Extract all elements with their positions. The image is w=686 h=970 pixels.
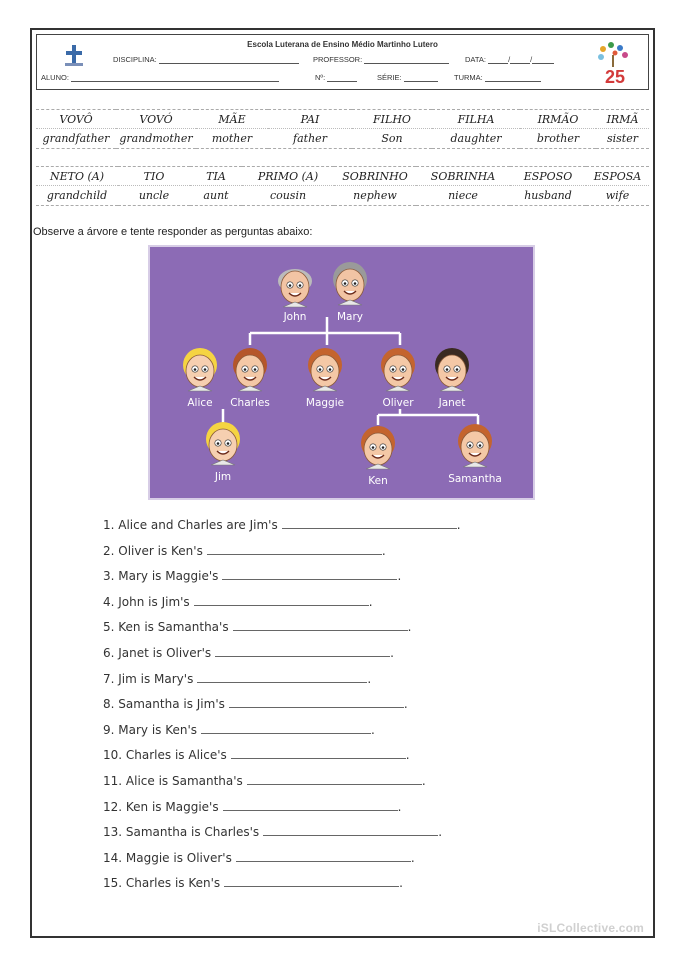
vocabulary-row-2 [36, 166, 649, 206]
worksheet-header [36, 34, 649, 90]
question-item [103, 695, 408, 711]
question-period: . [407, 620, 412, 635]
tree-label-mary: Mary [336, 311, 364, 323]
question-item [103, 746, 410, 762]
question-text: 11. Alice is Samantha's [103, 774, 243, 788]
aluno-field[interactable] [71, 73, 279, 82]
answer-blank[interactable] [201, 721, 371, 734]
vocab-portuguese: IRMÃO [537, 113, 579, 126]
serie-label: SÉRIE: [377, 73, 402, 82]
question-period: . [405, 748, 410, 763]
face-janet [435, 348, 469, 391]
vocab-english: uncle [138, 189, 170, 202]
answer-blank[interactable] [194, 593, 369, 606]
face-jim [206, 422, 240, 465]
question-period: . [397, 569, 402, 584]
numero-label: Nº: [315, 73, 326, 82]
question-period: . [421, 774, 426, 788]
question-text: 2. Oliver is Ken's [103, 543, 203, 558]
date-year-field[interactable] [532, 55, 554, 64]
question-period: . [399, 876, 403, 891]
vocab-english: husband [524, 189, 572, 202]
question-text: 15. Charles is Ken's [103, 876, 221, 891]
question-period: . [456, 518, 461, 532]
face-ken [361, 426, 395, 469]
vocab-cell [116, 109, 196, 149]
question-item [103, 798, 401, 814]
date-separator: / [530, 55, 533, 64]
answer-blank[interactable] [197, 670, 367, 683]
question-text: 10. Charles is Alice's [103, 748, 227, 763]
face-mary [333, 262, 367, 305]
vocab-portuguese: TIO [143, 170, 165, 183]
face-samantha [458, 424, 492, 467]
face-maggie [308, 348, 342, 391]
question-period: . [403, 697, 408, 712]
question-item [103, 721, 375, 737]
vocab-portuguese: SOBRINHA [430, 170, 496, 183]
logo-number: 25 [604, 67, 626, 87]
vocab-english: cousin [269, 189, 307, 202]
question-text: 8. Samantha is Jim's [103, 697, 225, 712]
question-text: 3. Mary is Maggie's [103, 569, 219, 584]
tree-label-ken: Ken [368, 475, 388, 487]
serie-field[interactable] [404, 73, 438, 82]
vocab-divider [190, 185, 242, 187]
question-period: . [367, 671, 372, 686]
vocab-divider [116, 128, 196, 130]
answer-blank[interactable] [233, 618, 408, 631]
vocab-portuguese: IRMÃ [606, 113, 639, 126]
vocab-divider [432, 128, 520, 130]
numero-field[interactable] [327, 73, 357, 82]
question-text: 13. Samantha is Charles's [103, 825, 260, 840]
face-oliver [381, 348, 415, 391]
question-item [103, 567, 401, 583]
vocab-portuguese: FILHO [373, 113, 411, 126]
vocab-cell [190, 166, 242, 206]
question-period: . [381, 543, 386, 558]
turma-label: TURMA: [454, 73, 483, 82]
vocab-english: mother [211, 132, 253, 145]
vocab-english: niece [448, 189, 478, 202]
disciplina-label: DISCIPLINA: [113, 55, 157, 64]
vocab-portuguese: PAI [300, 113, 320, 126]
watermark: iSLCollective.com [537, 921, 644, 935]
vocab-cell [520, 109, 596, 149]
tree-label-charles: Charles [230, 397, 270, 409]
question-item [103, 516, 461, 532]
date-separator: / [508, 55, 511, 64]
vocab-portuguese: TIA [206, 170, 226, 183]
vocab-cell [510, 166, 586, 206]
tree-label-oliver: Oliver [382, 397, 414, 409]
vocab-english: brother [536, 132, 580, 145]
vocab-portuguese: NETO (A) [49, 170, 105, 183]
vocab-cell [352, 109, 432, 149]
question-period: . [397, 799, 402, 814]
answer-blank[interactable] [229, 695, 404, 708]
professor-label: PROFESSOR: [313, 55, 363, 64]
vocab-cell [416, 166, 510, 206]
vocab-divider [242, 185, 334, 187]
date-month-field[interactable] [510, 55, 533, 64]
vocab-portuguese: VOVÔ [59, 113, 93, 126]
vocab-english: daughter [450, 132, 502, 145]
vocabulary-row-1 [36, 109, 649, 149]
school-logo-left [61, 43, 87, 69]
family-tree-image [148, 245, 535, 500]
data-label: DATA: [465, 55, 486, 64]
vocab-divider [118, 185, 190, 187]
tree-label-maggie: Maggie [305, 397, 345, 409]
vocab-portuguese: VOVÓ [139, 113, 173, 126]
instruction-text: Observe a árvore e tente responder as perguntas abaixo: [33, 226, 313, 238]
question-period: . [438, 825, 443, 840]
answer-blank[interactable] [282, 516, 457, 529]
answer-blank[interactable] [215, 644, 390, 657]
vocab-english: father [293, 132, 327, 145]
vocab-cell [196, 109, 268, 149]
aluno-label: ALUNO: [41, 73, 69, 82]
vocab-cell [36, 166, 118, 206]
answer-blank[interactable] [263, 823, 438, 836]
vocab-portuguese: PRIMO (A) [257, 170, 319, 183]
answer-blank[interactable] [207, 542, 382, 555]
family-tree-drawing [150, 247, 533, 498]
vocab-english: Son [381, 132, 403, 145]
question-text: 6. Janet is Oliver's [103, 646, 212, 660]
question-period: . [371, 722, 375, 737]
disciplina-field[interactable] [159, 55, 299, 64]
vocab-divider [596, 128, 649, 130]
vocab-cell [36, 109, 116, 149]
answer-blank[interactable] [222, 567, 397, 580]
vocab-english: grandmother [119, 132, 193, 145]
vocab-divider [268, 128, 352, 130]
vocab-portuguese: ESPOSO [523, 170, 573, 183]
anniversary-logo [593, 39, 633, 87]
vocab-cell [334, 166, 416, 206]
question-text: 7. Jim is Mary's [103, 671, 194, 686]
vocab-divider [520, 128, 596, 130]
question-period: . [368, 594, 373, 609]
vocab-english: aunt [203, 189, 229, 202]
vocab-cell [118, 166, 190, 206]
face-alice [183, 348, 217, 391]
answer-blank[interactable] [231, 746, 406, 759]
answer-blank[interactable] [247, 772, 422, 785]
vocab-divider [586, 185, 649, 187]
vocab-divider [334, 185, 416, 187]
vocab-divider [36, 128, 116, 130]
professor-field[interactable] [364, 55, 449, 64]
vocab-portuguese: ESPOSA [593, 170, 642, 183]
question-text: 4. John is Jim's [103, 594, 190, 609]
question-text: 12. Ken is Maggie's [103, 799, 219, 814]
question-item [103, 874, 403, 890]
question-item [103, 849, 415, 865]
vocab-english: wife [605, 189, 630, 202]
vocab-cell [432, 109, 520, 149]
question-text: 14. Maggie is Oliver's [103, 850, 232, 865]
face-john [278, 269, 312, 307]
vocab-cell [268, 109, 352, 149]
vocab-divider [36, 185, 118, 187]
question-period: . [410, 850, 415, 865]
question-item [103, 593, 373, 609]
question-period: . [390, 646, 394, 660]
question-item [103, 823, 442, 839]
question-item [103, 618, 411, 634]
answer-blank[interactable] [236, 849, 411, 862]
vocab-portuguese: MÃE [218, 113, 246, 126]
vocab-english: grandfather [42, 132, 110, 145]
question-item [103, 644, 394, 660]
question-text: 1. Alice and Charles are Jim's [103, 518, 278, 532]
vocab-english: sister [607, 132, 638, 145]
vocab-english: nephew [353, 189, 397, 202]
vocab-portuguese: SOBRINHO [342, 170, 408, 183]
tree-label-jim: Jim [214, 471, 232, 483]
tree-label-john: John [283, 311, 307, 323]
vocab-divider [510, 185, 586, 187]
school-name: Escola Luterana de Ensino Médio Martinho Lutero [247, 40, 438, 49]
date-day-field[interactable] [488, 55, 511, 64]
vocab-cell [596, 109, 649, 149]
tree-label-samantha: Samantha [448, 473, 502, 485]
question-item [103, 670, 371, 686]
vocab-cell [586, 166, 649, 206]
question-item [103, 542, 386, 558]
vocab-english: grandchild [46, 189, 108, 202]
question-text: 9. Mary is Ken's [103, 722, 198, 737]
question-text: 5. Ken is Samantha's [103, 620, 229, 635]
turma-field[interactable] [485, 73, 541, 82]
vocab-divider [352, 128, 432, 130]
tree-label-janet: Janet [438, 397, 466, 409]
question-item [103, 772, 426, 788]
vocab-divider [196, 128, 268, 130]
vocab-portuguese: FILHA [457, 113, 495, 126]
tree-label-alice: Alice [187, 397, 213, 409]
face-charles [233, 348, 267, 391]
answer-blank[interactable] [224, 874, 399, 887]
vocab-cell [242, 166, 334, 206]
vocab-divider [416, 185, 510, 187]
answer-blank[interactable] [223, 798, 398, 811]
